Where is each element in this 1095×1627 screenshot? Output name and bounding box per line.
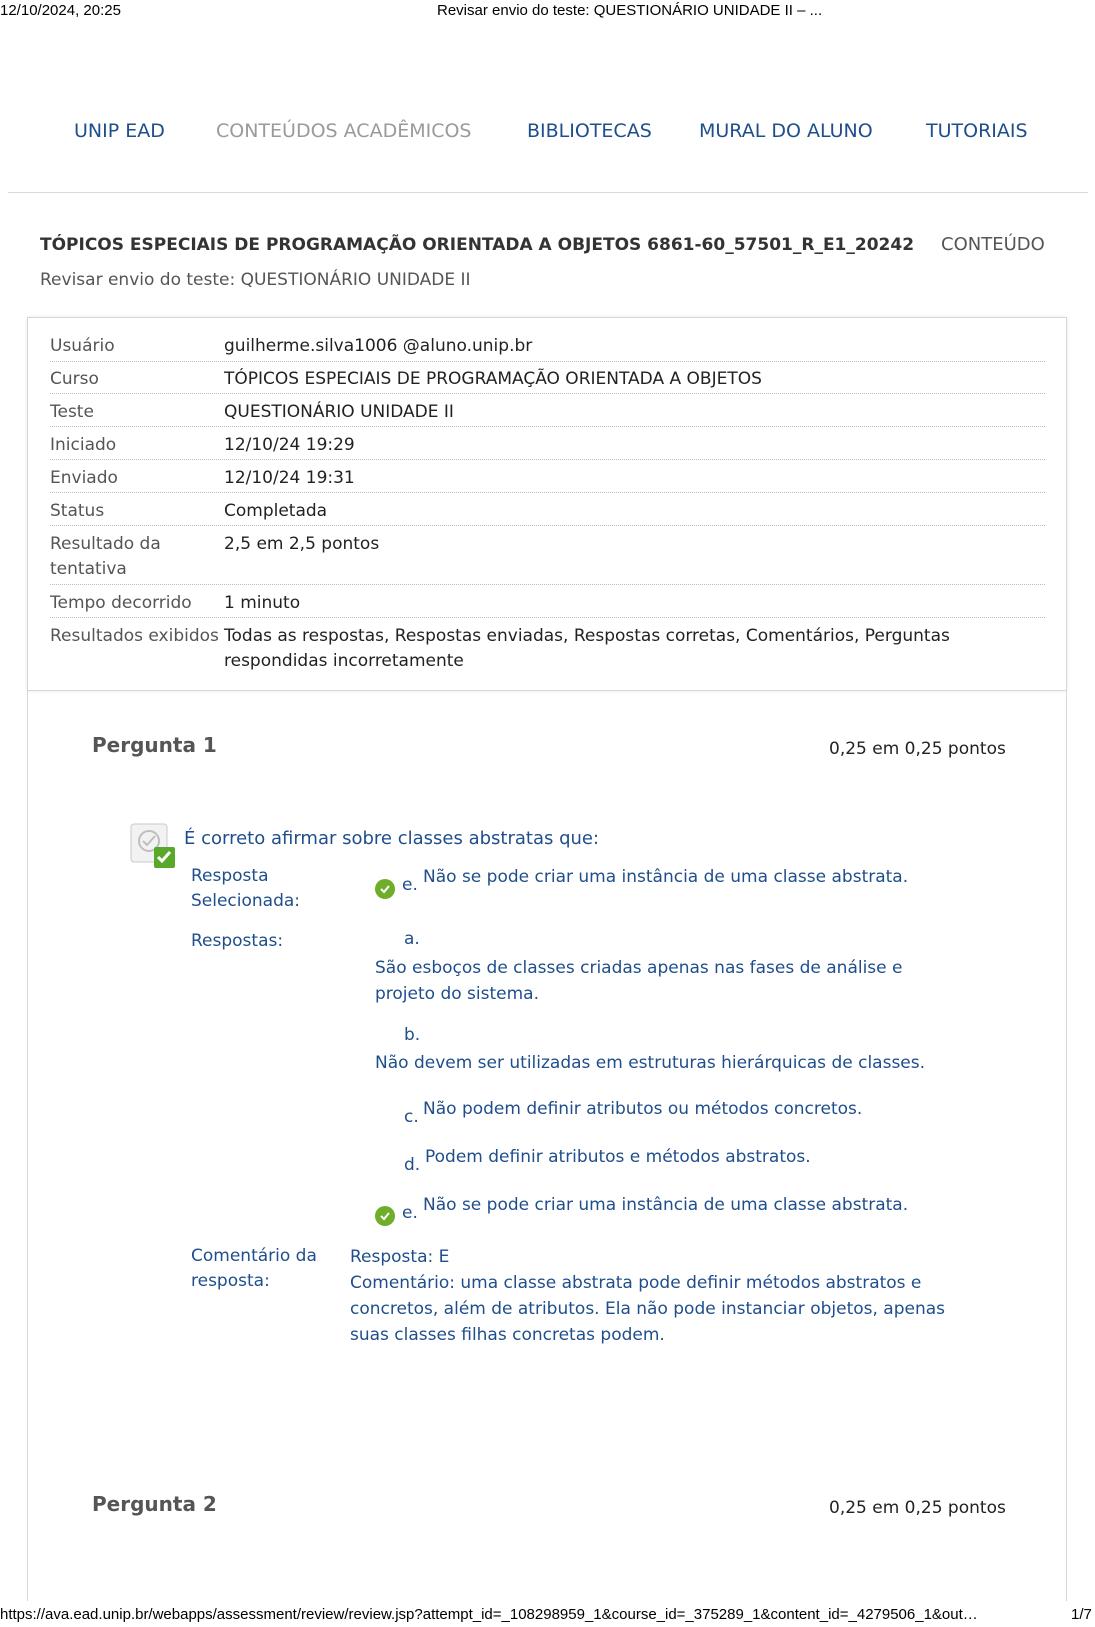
summary-label: Tempo decorrido (50, 593, 192, 613)
summary-label: Usuário (50, 336, 115, 356)
summary-label: Resultado da tentativa (50, 534, 161, 579)
summary-value: 12/10/24 19:29 (224, 435, 355, 455)
answer-e-text: Não se pode criar uma instância de uma classe abstrata. (423, 1195, 909, 1215)
question-1-points: 0,25 em 0,25 pontos (829, 739, 1006, 759)
summary-row (50, 585, 1045, 618)
selected-answer-text: Não se pode criar uma instância de uma classe abstrata. (423, 867, 909, 887)
summary-row (50, 526, 1045, 585)
nav-divider (8, 192, 1088, 193)
questions-border-left (27, 691, 28, 1601)
answer-b-text: Não devem ser utilizadas em estruturas hierárquicas de classes. (375, 1053, 926, 1073)
selected-answer-letter: e. (402, 875, 418, 895)
question-1-text: É correto afirmar sobre classes abstratas que: (184, 828, 600, 849)
summary-label: Status (50, 501, 105, 521)
answer-a-text: São esboços de classes criadas apenas nas fases de análise e projeto do sistema. (375, 958, 903, 1004)
answer-a-letter: a. (404, 929, 420, 949)
summary-label: Enviado (50, 468, 118, 488)
summary-value: guilherme.silva1006 @aluno.unip.br (224, 336, 533, 356)
comment-label: Comentário da resposta: (191, 1246, 317, 1291)
summary-value: Todas as respostas, Respostas enviadas, Respostas corretas, Comentários, Perguntas respondidas incorretamente (224, 626, 950, 671)
summary-label: Iniciado (50, 435, 117, 455)
question-1-title: Pergunta 1 (92, 733, 217, 757)
nav-bibliotecas[interactable]: BIBLIOTECAS (527, 120, 652, 142)
summary-value: Completada (224, 501, 328, 521)
summary-value: 2,5 em 2,5 pontos (224, 534, 380, 554)
summary-row (50, 618, 1045, 678)
summary-row (50, 427, 1045, 460)
summary-value: TÓPICOS ESPECIAIS DE PROGRAMAÇÃO ORIENTADA A OBJETOS (224, 369, 762, 389)
answer-d-text: Podem definir atributos e métodos abstratos. (425, 1147, 811, 1167)
answer-b-letter: b. (404, 1025, 421, 1045)
print-page-title: Revisar envio do teste: QUESTIONÁRIO UNIDADE II – ... (437, 2, 823, 19)
correct-status-icon (130, 823, 176, 869)
print-footer-url: https://ava.ead.unip.br/webapps/assessment/review/review.jsp?attempt_id=_108298959_1&course_id=_375289_1&content_id=_4279506_1&out… (0, 1606, 978, 1623)
correct-check-icon (375, 1206, 395, 1226)
answer-d-letter: d. (404, 1155, 421, 1175)
summary-row (50, 460, 1045, 493)
summary-value: QUESTIONÁRIO UNIDADE II (224, 402, 454, 422)
correct-check-icon (375, 879, 395, 899)
comment-answer: Resposta: E (350, 1247, 450, 1267)
answer-c-letter: c. (404, 1107, 419, 1127)
answer-c-text: Não podem definir atributos ou métodos concretos. (423, 1099, 863, 1119)
summary-row (50, 394, 1045, 427)
nav-mural-do-aluno[interactable]: MURAL DO ALUNO (699, 120, 873, 142)
comment-text: Comentário: uma classe abstrata pode definir métodos abstratos e concretos, além de atributos. Ela não pode instanciar objetos, apenas suas classes filhas concretas podem. (350, 1273, 946, 1345)
print-datetime: 12/10/2024, 20:25 (0, 2, 121, 19)
summary-value: 12/10/24 19:31 (224, 468, 355, 488)
question-2-title: Pergunta 2 (92, 1492, 217, 1516)
course-title: TÓPICOS ESPECIAIS DE PROGRAMAÇÃO ORIENTADA A OBJETOS 6861-60_57501_R_E1_20242 (40, 235, 915, 255)
summary-row (50, 493, 1045, 526)
selected-answer-label: Resposta Selecionada: (191, 866, 301, 911)
summary-label: Teste (50, 402, 94, 422)
summary-value: 1 minuto (224, 593, 301, 613)
summary-row (50, 361, 1045, 394)
summary-row (50, 328, 1045, 362)
content-link[interactable]: CONTEÚDO (941, 234, 1045, 255)
print-page-number: 1/7 (1071, 1606, 1092, 1623)
nav-conteudos-academicos[interactable]: CONTEÚDOS ACADÊMICOS (216, 120, 472, 142)
answer-e-letter: e. (402, 1203, 418, 1223)
nav-unip-ead[interactable]: UNIP EAD (74, 120, 165, 142)
breadcrumb: Revisar envio do teste: QUESTIONÁRIO UNIDADE II (40, 270, 471, 290)
attempt-summary (27, 317, 1067, 691)
summary-label: Resultados exibidos (50, 626, 219, 646)
nav-tutoriais[interactable]: TUTORIAIS (926, 120, 1028, 142)
questions-border-right (1066, 691, 1067, 1601)
question-2-points: 0,25 em 0,25 pontos (829, 1498, 1006, 1518)
answers-label: Respostas: (191, 931, 284, 951)
summary-label: Curso (50, 369, 99, 389)
